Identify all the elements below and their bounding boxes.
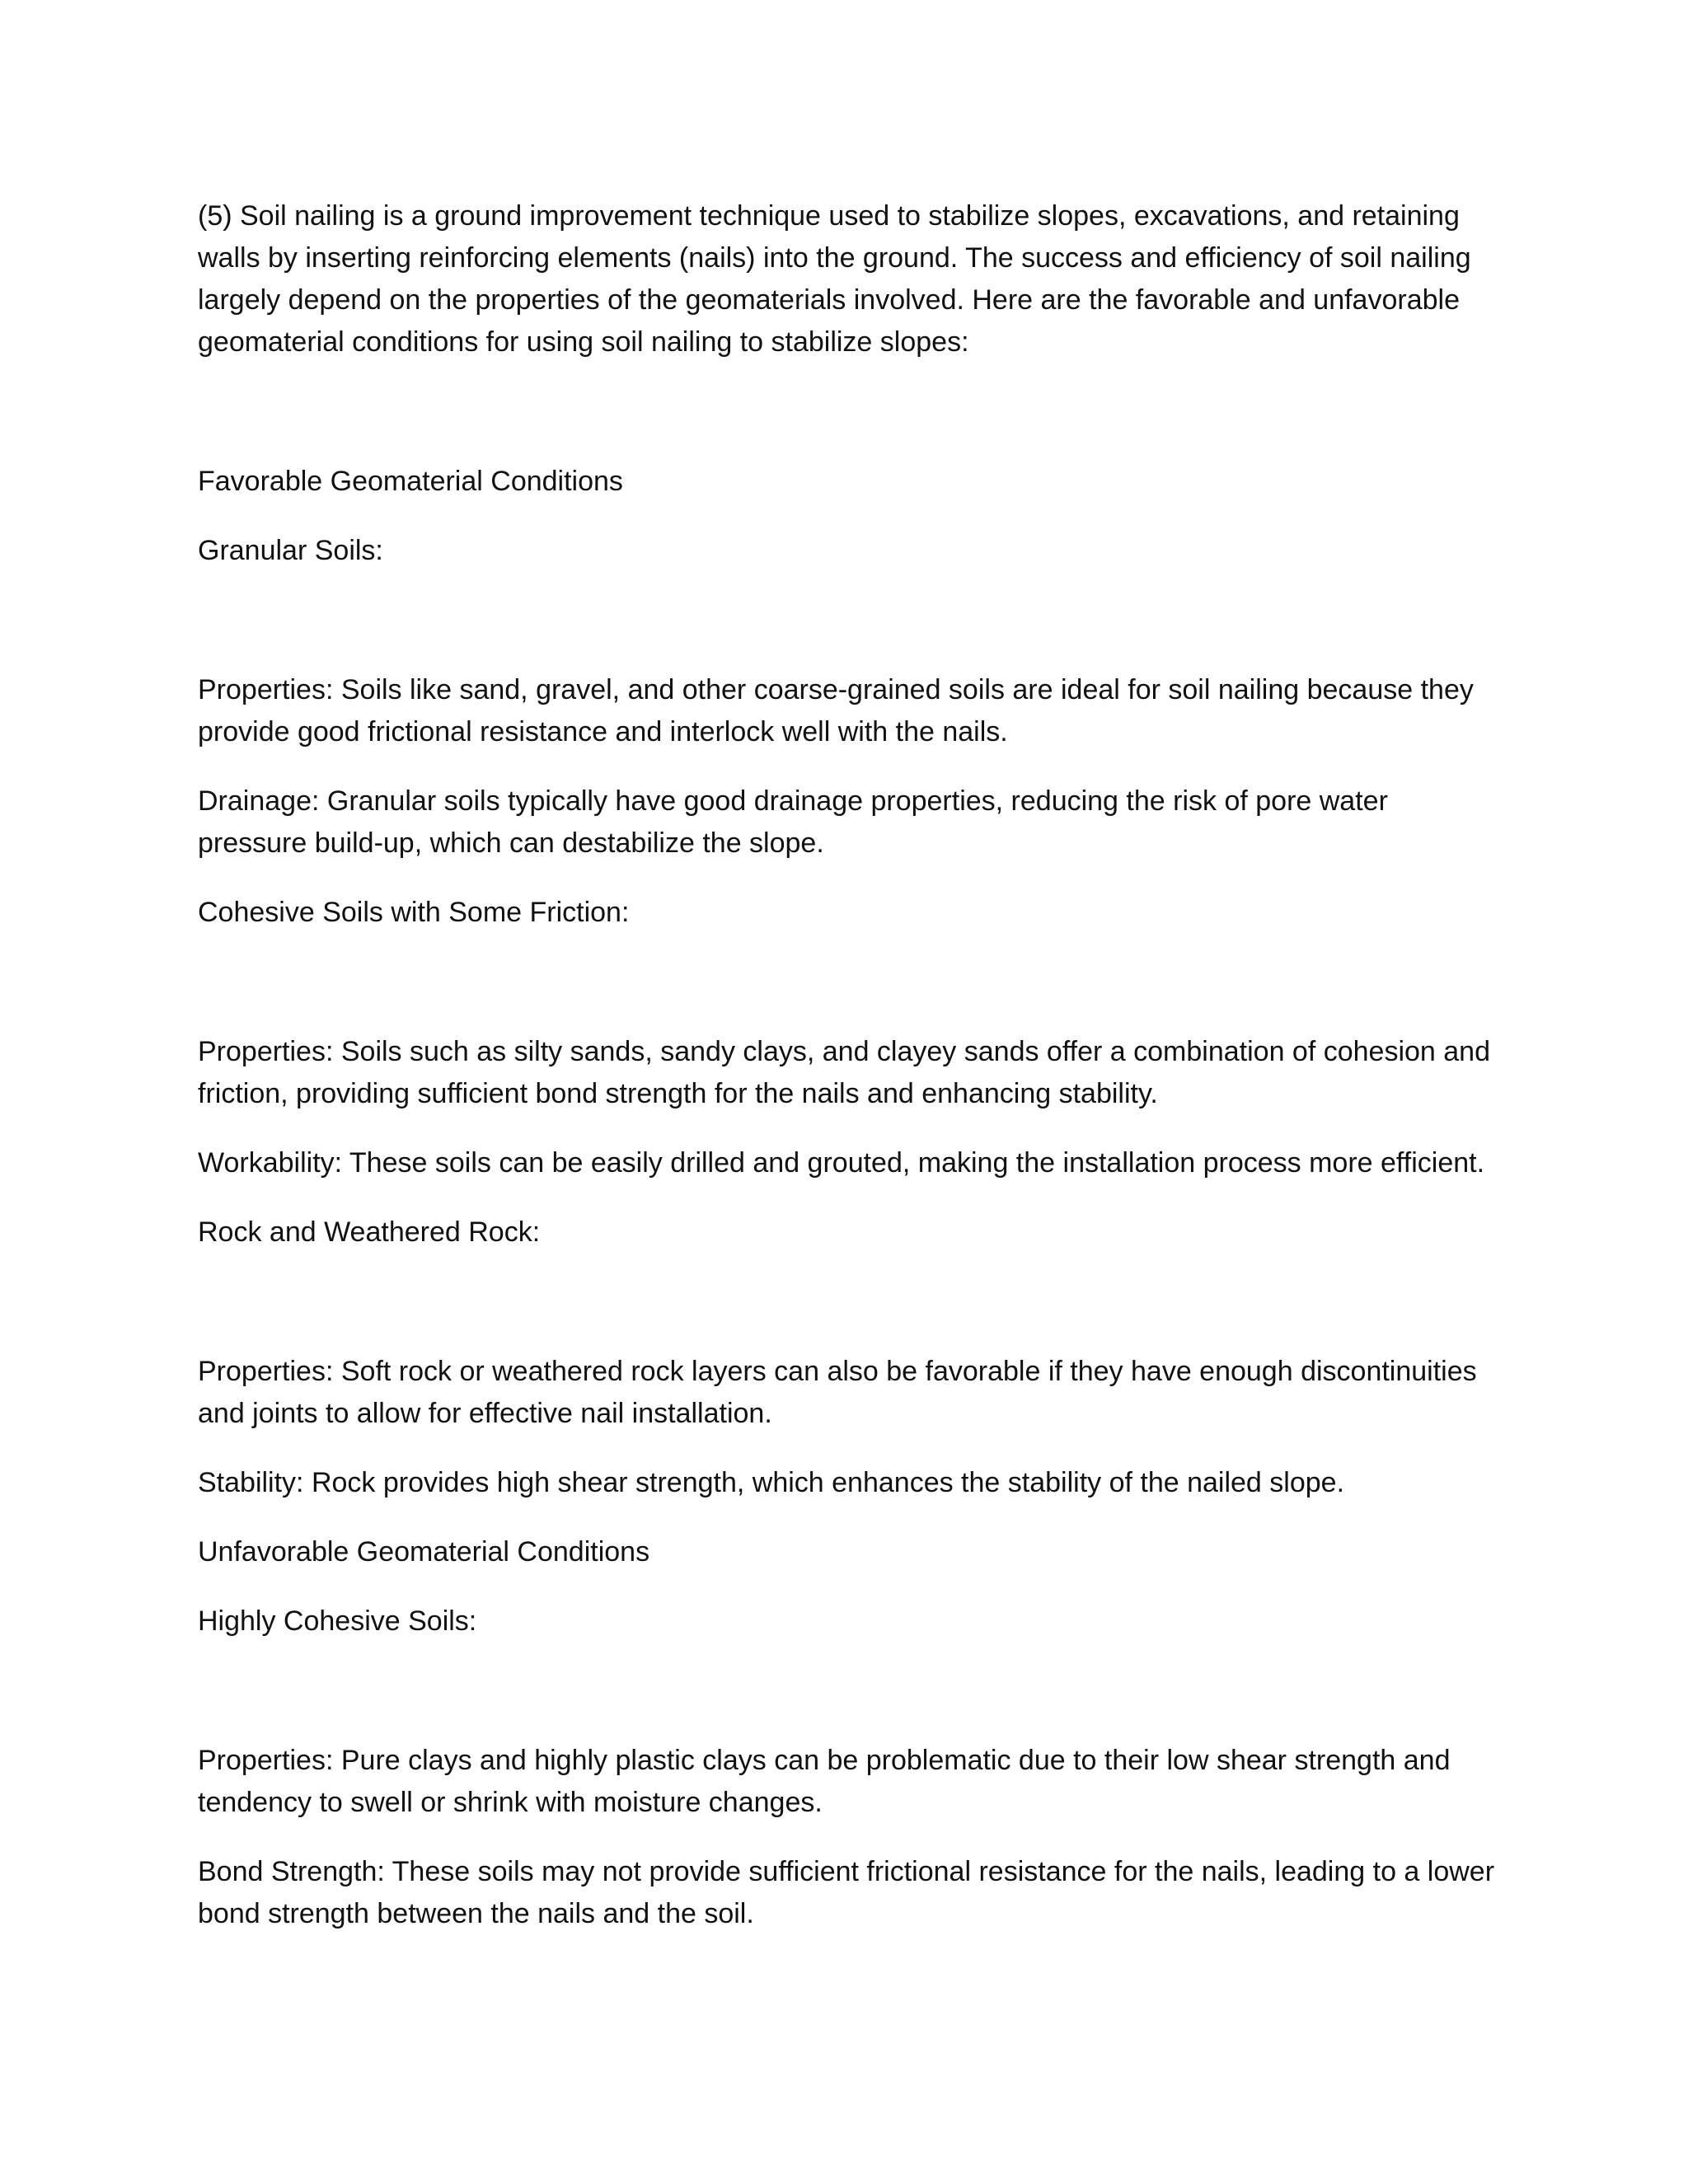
intro-paragraph: (5) Soil nailing is a ground improvement technique used to stabilize slopes, excavations, and retaining walls by inserting reinforcing elements (nails) into the ground. The success and efficiency of soil nailing largely depend on the properties of the geomaterials involved. Here are the favorable and unfavorable geomaterial conditions for using soil nailing to stabilize slopes: [198,200,1471,358]
highly-cohesive-properties-paragraph: Properties: Pure clays and highly plastic clays can be problematic due to their low shear strength and tendency to swell or shrink with moisture changes. [198,1745,1451,1818]
cohesive-friction-properties-paragraph: Properties: Soils such as silty sands, sandy clays, and clayey sands offer a combination of cohesion and friction, providing sufficient bond strength for the nails and enhancing stability. [198,1036,1491,1109]
unfavorable-conditions-heading: Unfavorable Geomaterial Conditions [198,1536,650,1568]
highly-cohesive-heading: Highly Cohesive Soils: [198,1605,477,1637]
rock-stability-paragraph: Stability: Rock provides high shear strength, which enhances the stability of the nailed slope. [198,1467,1345,1498]
cohesive-friction-workability-paragraph: Workability: These soils can be easily drilled and grouted, making the installation process more efficient. [198,1147,1485,1179]
rock-properties-paragraph: Properties: Soft rock or weathered rock layers can also be favorable if they have enough discontinuities and joints to allow for effective nail installation. [198,1356,1477,1429]
granular-properties-paragraph: Properties: Soils like sand, gravel, and other coarse-grained soils are ideal for soil nailing because they provide good frictional resistance and interlock well with the nails. [198,674,1474,748]
cohesive-friction-heading: Cohesive Soils with Some Friction: [198,897,630,928]
granular-soils-heading: Granular Soils: [198,535,383,566]
favorable-conditions-heading: Favorable Geomaterial Conditions [198,466,623,497]
granular-drainage-paragraph: Drainage: Granular soils typically have good drainage properties, reducing the risk of pore water pressure build-up, which can destabilize the slope. [198,785,1388,859]
highly-cohesive-bond-paragraph: Bond Strength: These soils may not provide sufficient frictional resistance for the nails, leading to a lower bond strength between the nails and the soil. [198,1856,1495,1929]
rock-heading: Rock and Weathered Rock: [198,1216,541,1248]
